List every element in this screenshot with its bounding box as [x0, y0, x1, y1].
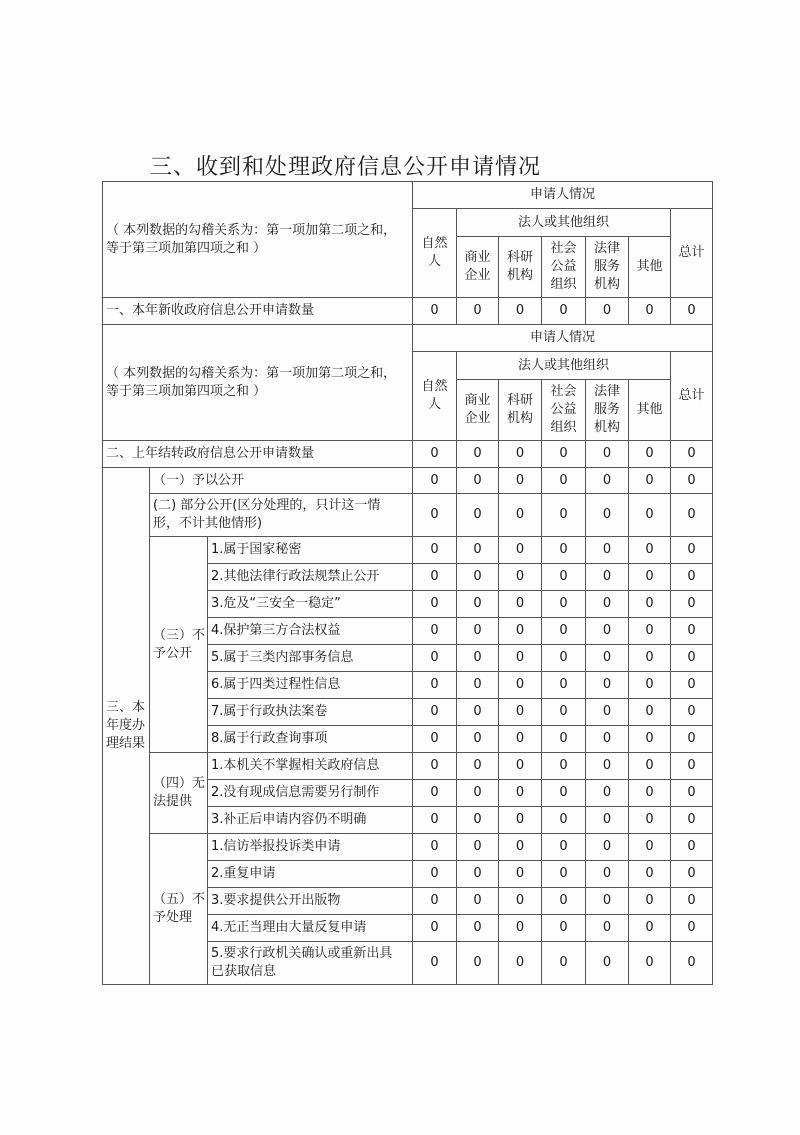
row-label: 1.属于国家秘密: [208, 537, 413, 564]
value-cell: 0: [629, 753, 671, 780]
value-cell: 0: [499, 298, 542, 325]
value-cell: 0: [586, 618, 629, 645]
header-research: 科研机构: [499, 237, 542, 298]
value-cell: 0: [413, 564, 457, 591]
value-cell: 0: [671, 699, 713, 726]
header-business: 商业企业: [457, 237, 499, 298]
value-cell: 0: [586, 753, 629, 780]
value-cell: 0: [586, 298, 629, 325]
row-label: (二) 部分公开(区分处理的，只计这一情形，不计其他情形): [150, 494, 413, 537]
value-cell: 0: [671, 726, 713, 753]
value-cell: 0: [457, 298, 499, 325]
value-cell: 0: [413, 834, 457, 861]
value-cell: 0: [542, 441, 586, 468]
value-cell: 0: [499, 834, 542, 861]
value-cell: 0: [457, 618, 499, 645]
value-cell: 0: [629, 645, 671, 672]
row-label: 4.无正当理由大量反复申请: [208, 915, 413, 942]
value-cell: 0: [542, 834, 586, 861]
value-cell: 0: [499, 915, 542, 942]
row-label: 3.要求提供公开出版物: [208, 888, 413, 915]
value-cell: 0: [499, 861, 542, 888]
value-cell: 0: [629, 591, 671, 618]
value-cell: 0: [499, 537, 542, 564]
value-cell: 0: [499, 753, 542, 780]
value-cell: 0: [586, 564, 629, 591]
value-cell: 0: [542, 780, 586, 807]
value-cell: 0: [629, 618, 671, 645]
value-cell: 0: [499, 591, 542, 618]
value-cell: 0: [499, 888, 542, 915]
value-cell: 0: [457, 861, 499, 888]
header-total: 总计: [671, 209, 713, 298]
value-cell: 0: [413, 699, 457, 726]
value-cell: 0: [629, 672, 671, 699]
value-cell: 0: [586, 915, 629, 942]
value-cell: 0: [457, 726, 499, 753]
row-label: （一）予以公开: [150, 468, 413, 494]
value-cell: 0: [586, 672, 629, 699]
relation-note: （ 本列数据的勾稽关系为：第一项加第二项之和，等于第三项加第四项之和 ）: [103, 182, 413, 298]
value-cell: 0: [413, 468, 457, 494]
value-cell: 0: [629, 942, 671, 985]
value-cell: 0: [457, 753, 499, 780]
value-cell: 0: [542, 942, 586, 985]
value-cell: 0: [586, 494, 629, 537]
header-social: 社会公益组织: [542, 237, 586, 298]
header-applicant: 申请人情况: [413, 182, 713, 209]
value-cell: 0: [413, 753, 457, 780]
value-cell: 0: [671, 807, 713, 834]
value-cell: 0: [629, 861, 671, 888]
value-cell: 0: [629, 468, 671, 494]
value-cell: 0: [457, 942, 499, 985]
header-natural-person: 自然人: [413, 209, 457, 298]
value-cell: 0: [671, 564, 713, 591]
value-cell: 0: [542, 888, 586, 915]
value-cell: 0: [542, 861, 586, 888]
value-cell: 0: [499, 494, 542, 537]
value-cell: 0: [499, 672, 542, 699]
value-cell: 0: [586, 726, 629, 753]
group-label-g5: （五）不予处理: [150, 834, 208, 985]
value-cell: 0: [671, 591, 713, 618]
header-natural-person: 自然人: [413, 352, 457, 441]
value-cell: 0: [629, 726, 671, 753]
row-label: 4.保护第三方合法权益: [208, 618, 413, 645]
value-cell: 0: [413, 537, 457, 564]
value-cell: 0: [629, 888, 671, 915]
value-cell: 0: [586, 834, 629, 861]
value-cell: 0: [413, 726, 457, 753]
value-cell: 0: [457, 672, 499, 699]
value-cell: 0: [671, 441, 713, 468]
value-cell: 0: [499, 645, 542, 672]
value-cell: 0: [499, 564, 542, 591]
value-cell: 0: [457, 468, 499, 494]
header-other: 其他: [629, 237, 671, 298]
disclosure-table: [102, 181, 713, 985]
section3-label: 三、本年度办理结果: [103, 468, 150, 985]
value-cell: 0: [671, 915, 713, 942]
value-cell: 0: [671, 753, 713, 780]
value-cell: 0: [542, 298, 586, 325]
value-cell: 0: [542, 753, 586, 780]
group-label-g4: （四）无法提供: [150, 753, 208, 834]
row-label: 3.补正后申请内容仍不明确: [208, 807, 413, 834]
value-cell: 0: [457, 591, 499, 618]
value-cell: 0: [542, 915, 586, 942]
value-cell: 0: [671, 834, 713, 861]
value-cell: 0: [457, 537, 499, 564]
header-legal-org: 法人或其他组织: [457, 209, 671, 237]
value-cell: 0: [629, 441, 671, 468]
value-cell: 0: [542, 726, 586, 753]
value-cell: 0: [629, 780, 671, 807]
header-applicant: 申请人情况: [413, 325, 713, 352]
value-cell: 0: [457, 888, 499, 915]
value-cell: 0: [671, 494, 713, 537]
value-cell: 0: [457, 699, 499, 726]
value-cell: 0: [413, 807, 457, 834]
value-cell: 0: [629, 834, 671, 861]
value-cell: 0: [499, 441, 542, 468]
value-cell: 0: [586, 468, 629, 494]
value-cell: 0: [542, 494, 586, 537]
row-label: 2.重复申请: [208, 861, 413, 888]
row-label: 1.本机关不掌握相关政府信息: [208, 753, 413, 780]
value-cell: 0: [542, 672, 586, 699]
row-label: 2.没有现成信息需要另行制作: [208, 780, 413, 807]
value-cell: 0: [413, 494, 457, 537]
value-cell: 0: [586, 942, 629, 985]
value-cell: 0: [542, 564, 586, 591]
header-legal-org: 法人或其他组织: [457, 352, 671, 380]
value-cell: 0: [671, 942, 713, 985]
value-cell: 0: [629, 564, 671, 591]
value-cell: 0: [457, 645, 499, 672]
header-legal-service: 法律服务机构: [586, 380, 629, 441]
header-business: 商业企业: [457, 380, 499, 441]
value-cell: 0: [586, 645, 629, 672]
group-label-g3: （三）不予公开: [150, 537, 208, 753]
value-cell: 0: [413, 780, 457, 807]
value-cell: 0: [586, 537, 629, 564]
row-label: 3.危及“三安全一稳定”: [208, 591, 413, 618]
value-cell: 0: [671, 468, 713, 494]
value-cell: 0: [542, 468, 586, 494]
row-label: 1.信访举报投诉类申请: [208, 834, 413, 861]
value-cell: 0: [499, 618, 542, 645]
value-cell: 0: [586, 591, 629, 618]
row-label: 一、本年新收政府信息公开申请数量: [103, 298, 413, 325]
row-label: 二、上年结转政府信息公开申请数量: [103, 441, 413, 468]
header-social: 社会公益组织: [542, 380, 586, 441]
value-cell: 0: [499, 699, 542, 726]
value-cell: 0: [542, 807, 586, 834]
value-cell: 0: [413, 861, 457, 888]
value-cell: 0: [413, 672, 457, 699]
header-research: 科研机构: [499, 380, 542, 441]
row-label: 2.其他法律行政法规禁止公开: [208, 564, 413, 591]
value-cell: 0: [671, 780, 713, 807]
value-cell: 0: [629, 298, 671, 325]
value-cell: 0: [542, 699, 586, 726]
value-cell: 0: [542, 591, 586, 618]
value-cell: 0: [671, 861, 713, 888]
value-cell: 0: [413, 618, 457, 645]
header-legal-service: 法律服务机构: [586, 237, 629, 298]
value-cell: 0: [671, 298, 713, 325]
value-cell: 0: [413, 591, 457, 618]
value-cell: 0: [586, 780, 629, 807]
value-cell: 0: [413, 298, 457, 325]
value-cell: 0: [671, 537, 713, 564]
value-cell: 0: [586, 441, 629, 468]
value-cell: 0: [457, 564, 499, 591]
value-cell: 0: [499, 807, 542, 834]
value-cell: 0: [457, 494, 499, 537]
row-label: 6.属于四类过程性信息: [208, 672, 413, 699]
value-cell: 0: [413, 888, 457, 915]
value-cell: 0: [457, 780, 499, 807]
value-cell: 0: [457, 441, 499, 468]
value-cell: 0: [629, 494, 671, 537]
value-cell: 0: [629, 807, 671, 834]
value-cell: 0: [542, 645, 586, 672]
value-cell: 0: [671, 645, 713, 672]
value-cell: 0: [629, 915, 671, 942]
value-cell: 0: [499, 780, 542, 807]
header-other: 其他: [629, 380, 671, 441]
value-cell: 0: [671, 672, 713, 699]
value-cell: 0: [542, 618, 586, 645]
value-cell: 0: [671, 618, 713, 645]
value-cell: 0: [671, 888, 713, 915]
value-cell: 0: [499, 468, 542, 494]
value-cell: 0: [413, 441, 457, 468]
relation-note: （ 本列数据的勾稽关系为：第一项加第二项之和，等于第三项加第四项之和 ）: [103, 325, 413, 441]
value-cell: 0: [586, 699, 629, 726]
value-cell: 0: [629, 699, 671, 726]
value-cell: 0: [457, 834, 499, 861]
value-cell: 0: [413, 915, 457, 942]
value-cell: 0: [457, 807, 499, 834]
value-cell: 0: [629, 537, 671, 564]
value-cell: 0: [586, 861, 629, 888]
value-cell: 0: [457, 915, 499, 942]
value-cell: 0: [586, 888, 629, 915]
section-title: 三、收到和处理政府信息公开申请情况: [150, 155, 542, 180]
value-cell: 0: [499, 726, 542, 753]
row-label: 8.属于行政查询事项: [208, 726, 413, 753]
value-cell: 0: [413, 942, 457, 985]
value-cell: 0: [542, 537, 586, 564]
value-cell: 0: [499, 942, 542, 985]
value-cell: 0: [586, 807, 629, 834]
row-label: 5.属于三类内部事务信息: [208, 645, 413, 672]
value-cell: 0: [413, 645, 457, 672]
row-label: 7.属于行政执法案卷: [208, 699, 413, 726]
header-total: 总计: [671, 352, 713, 441]
row-label: 5.要求行政机关确认或重新出具已获取信息: [208, 942, 413, 985]
